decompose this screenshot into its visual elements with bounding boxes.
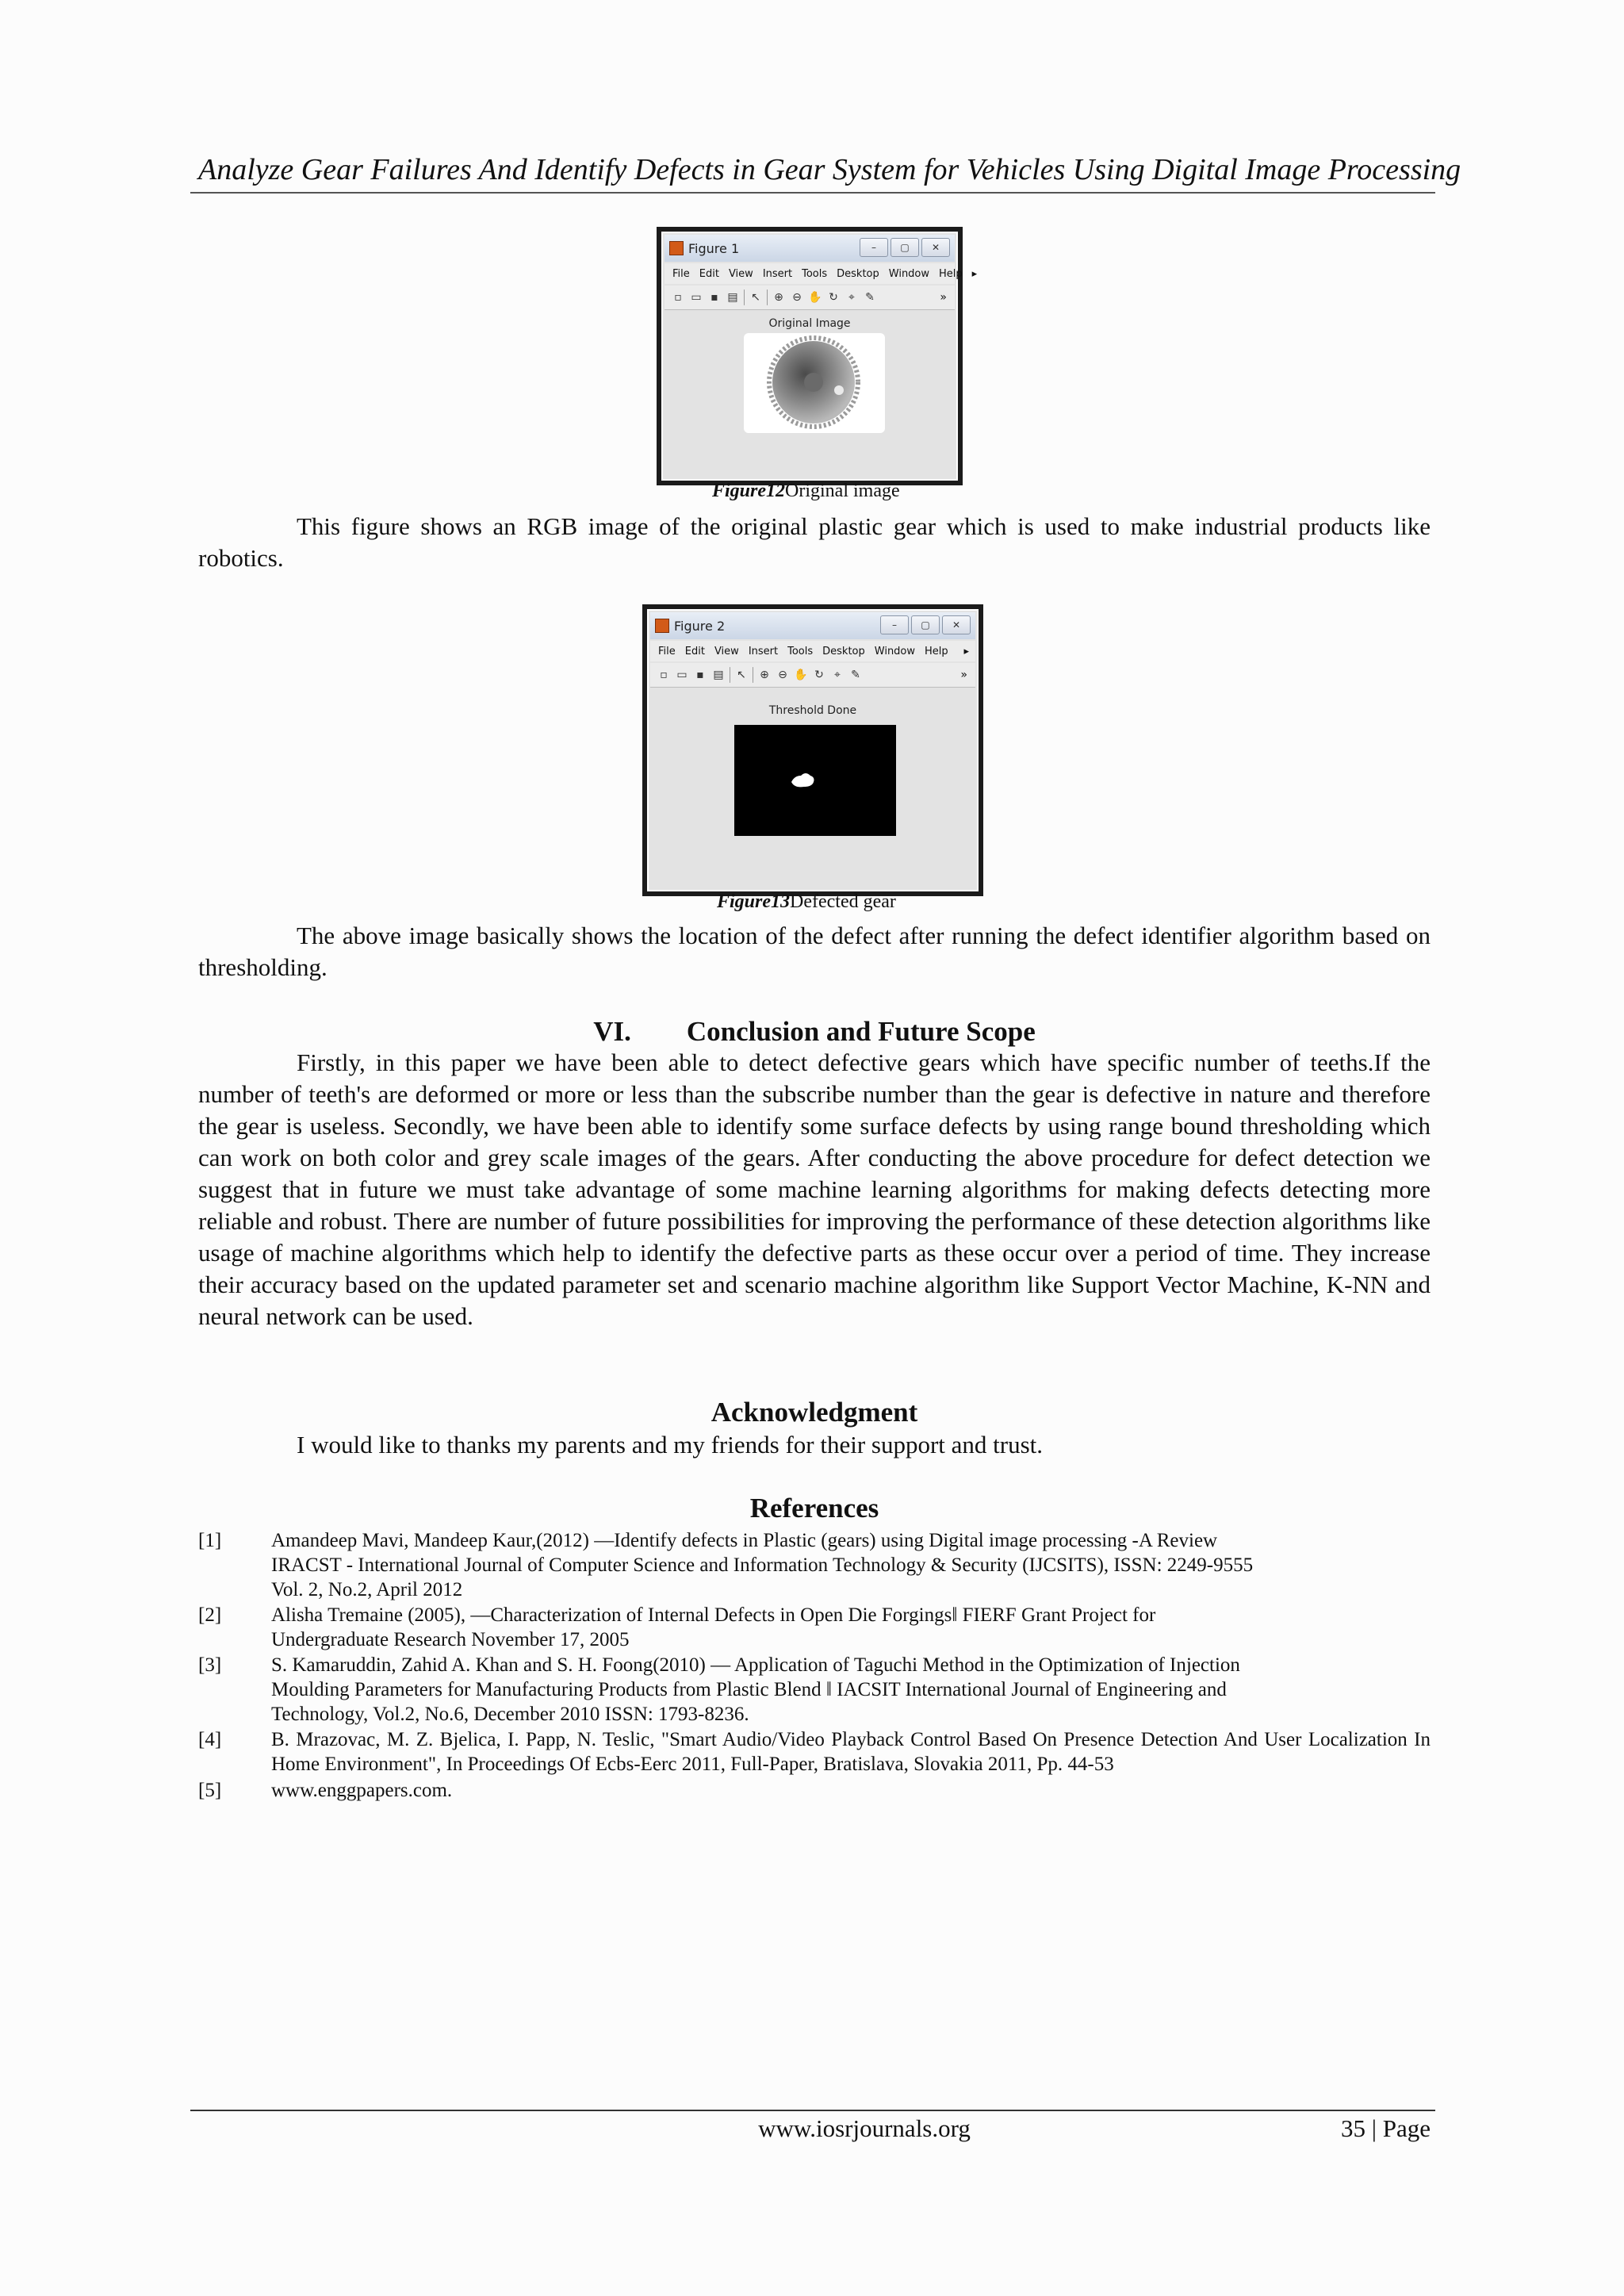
references-heading: References — [749, 1493, 879, 1524]
pointer-icon[interactable]: ↖ — [751, 291, 760, 304]
figure13-caption-label: Figure13 — [717, 891, 791, 912]
rotate-icon[interactable]: ↻ — [814, 669, 824, 681]
menu-edit[interactable]: Edit — [684, 645, 705, 657]
figure12-toolbar — [665, 286, 955, 310]
open-file-icon[interactable]: ▭ — [676, 669, 688, 681]
reference-entry: www.enggpapers.com. — [271, 1780, 453, 1801]
pan-icon[interactable]: ✋ — [808, 291, 822, 304]
header-rule — [190, 192, 1435, 194]
menu-help[interactable]: Help — [939, 267, 963, 280]
reference-entry — [271, 1603, 1431, 1652]
figure13-menubar — [650, 641, 975, 661]
close-button[interactable]: ✕ — [942, 615, 971, 634]
acknowledgment-body: I would like to thanks my parents and my friends for their support and trust. — [297, 1431, 1044, 1458]
paragraph-figure12: This figure shows an RGB image of the original plastic gear which is used to make industrial products like robotics. — [198, 512, 1431, 572]
paragraph-figure13: The above image basically shows the location of the defect after running the defect identifier algorithm based on thresholding. — [198, 922, 1431, 981]
menu-file[interactable]: File — [672, 267, 690, 280]
reference-line: IRACST - International Journal of Computer Science and Information Technology & Security (IJCSITS), ISSN: 2249-9555 — [271, 1554, 1254, 1576]
reference-number: [1] — [198, 1530, 222, 1551]
figure12-menubar — [665, 263, 978, 284]
menu-window[interactable]: Window — [874, 645, 916, 657]
running-header: Analyze Gear Failures And Identify Defects in Gear System for Vehicles Using Digital Image Processing — [198, 153, 1461, 186]
toolbar-separator — [744, 289, 745, 305]
conclusion-heading — [198, 1016, 1431, 1048]
menu-insert[interactable]: Insert — [762, 267, 793, 280]
figure12-gear-image — [744, 333, 885, 433]
menu-tools[interactable]: Tools — [787, 645, 814, 657]
data-cursor-icon[interactable]: ⌖ — [834, 669, 841, 681]
figure12-window — [657, 227, 978, 485]
open-file-icon[interactable]: ▭ — [691, 291, 702, 304]
matlab-icon — [655, 619, 669, 633]
menu-view[interactable]: View — [714, 645, 739, 657]
figure13-window-title: Figure 2 — [674, 619, 726, 634]
reference-line: Amandeep Mavi, Mandeep Kaur,(2012) ―Identify defects in Plastic (gears) using Digital image processing -A Review — [271, 1530, 1218, 1551]
menu-overflow-icon[interactable]: ▸ — [971, 267, 978, 280]
reference-number: [5] — [198, 1780, 222, 1801]
new-figure-icon[interactable]: ▫ — [674, 291, 682, 304]
reference-entry — [271, 1653, 1431, 1727]
figure12-titlebar — [665, 235, 955, 262]
reference-line: S. Kamaruddin, Zahid A. Khan and S. H. Foong(2010) ― Application of Taguchi Method in the Optimization of Injection — [271, 1654, 1240, 1676]
menu-file[interactable]: File — [658, 645, 676, 657]
rotate-icon[interactable]: ↻ — [829, 291, 838, 304]
reference-entry — [271, 1528, 1431, 1602]
reference-line: Moulding Parameters for Manufacturing Products from Plastic Blend ‖ IACSIT International Journal of Engineering and — [271, 1679, 1227, 1700]
toolbar-overflow-icon[interactable]: » — [940, 291, 947, 304]
zoom-out-icon[interactable]: ⊖ — [778, 669, 787, 681]
print-icon[interactable]: ▤ — [713, 669, 724, 681]
reference-line: Technology, Vol.2, No.6, December 2010 ISSN: 1793-8236. — [271, 1704, 749, 1725]
pointer-icon[interactable]: ↖ — [737, 669, 746, 681]
brush-icon[interactable]: ✎ — [851, 669, 860, 681]
page-number: 35 | Page — [1341, 2114, 1431, 2142]
figure12-plot-title: Original Image — [768, 317, 851, 330]
acknowledgment-heading: Acknowledgment — [710, 1397, 918, 1428]
figure13-window — [642, 604, 983, 896]
figure12-caption-label: Figure12 — [712, 481, 786, 501]
menu-desktop[interactable]: Desktop — [837, 267, 879, 280]
print-icon[interactable]: ▤ — [727, 291, 738, 304]
toolbar-separator — [767, 289, 768, 305]
figure13-toolbar — [650, 663, 975, 688]
zoom-in-icon[interactable]: ⊕ — [774, 291, 783, 304]
reference-entry: B. Mrazovac, M. Z. Bjelica, I. Papp, N. Teslic, "Smart Audio/Video Playback Control Based On Presence Detection And User Localization In Home Environment", In Proceedings Of Ecbs-Eerc 2011, Full-Paper, Bratislava, Slovakia 2011, Pp. 44-53 — [271, 1729, 1431, 1775]
menu-insert[interactable]: Insert — [748, 645, 779, 657]
reference-number: [4] — [198, 1729, 222, 1750]
figure13-caption — [717, 891, 896, 913]
save-icon[interactable]: ▪ — [696, 669, 704, 681]
pan-icon[interactable]: ✋ — [794, 669, 808, 681]
maximize-button[interactable]: ▢ — [911, 615, 940, 634]
reference-line: Alisha Tremaine (2005), ―Characterization of Internal Defects in Open Die Forgings‖ FIERF Grant Project for — [271, 1604, 1156, 1626]
section-title: Conclusion and Future Scope — [686, 1016, 1036, 1047]
toolbar-overflow-icon[interactable]: » — [960, 669, 967, 681]
reference-line: Undergraduate Research November 17, 2005 — [271, 1629, 630, 1650]
menu-window[interactable]: Window — [888, 267, 930, 280]
maximize-button[interactable]: ▢ — [891, 238, 919, 257]
figure12-caption-text: Original image — [785, 481, 900, 501]
save-icon[interactable]: ▪ — [710, 291, 718, 304]
new-figure-icon[interactable]: ▫ — [660, 669, 668, 681]
conclusion-body: Firstly, in this paper we have been able to detect defective gears which have specific number of teeths.If the number of teeth's are deformed or more or less than the subscribe number than the gear is defective in nature and therefore the gear is useless. Secondly, we have been able to identify some surface defects by using range bound thresholding which can work on both color and grey scale images of the gears. After conducting the above procedure for defect detection we suggest that in future we must take advantage of some machine learning algorithms for making defects detecting more reliable and robust. There are number of future possibilities for improving the performance of these detection algorithms like usage of machine algorithms which help to identify the defective parts as these occur over a period of time. They increase their accuracy based on the updated parameter set and scenario machine algorithm like Support Vector Machine, K-NN and neural network can be used. — [198, 1048, 1431, 1330]
figure12-caption — [712, 481, 900, 502]
figure13-threshold-image — [734, 725, 896, 836]
minimize-button[interactable]: – — [880, 615, 909, 634]
reference-number: [2] — [198, 1604, 222, 1626]
figure13-titlebar — [650, 612, 975, 639]
menu-edit[interactable]: Edit — [699, 267, 719, 280]
menu-view[interactable]: View — [728, 267, 753, 280]
section-number: VI. — [593, 1016, 631, 1047]
menu-desktop[interactable]: Desktop — [822, 645, 865, 657]
menu-tools[interactable]: Tools — [802, 267, 828, 280]
close-button[interactable]: ✕ — [921, 238, 950, 257]
figure13-plot-title: Threshold Done — [768, 704, 857, 717]
matlab-icon — [669, 241, 684, 255]
brush-icon[interactable]: ✎ — [865, 291, 875, 304]
reference-line: Vol. 2, No.2, April 2012 — [271, 1579, 463, 1600]
zoom-in-icon[interactable]: ⊕ — [760, 669, 769, 681]
reference-number: [3] — [198, 1654, 222, 1676]
data-cursor-icon[interactable]: ⌖ — [848, 291, 855, 304]
minimize-button[interactable]: – — [860, 238, 888, 257]
menu-overflow-icon[interactable]: ▸ — [963, 645, 969, 657]
figure12-window-title: Figure 1 — [688, 241, 740, 256]
figure13-caption-text: Defected gear — [790, 891, 896, 912]
zoom-out-icon[interactable]: ⊖ — [792, 291, 802, 304]
footer-website: www.iosrjournals.org — [758, 2114, 971, 2142]
menu-help[interactable]: Help — [925, 645, 948, 657]
footer-rule — [190, 2110, 1435, 2111]
